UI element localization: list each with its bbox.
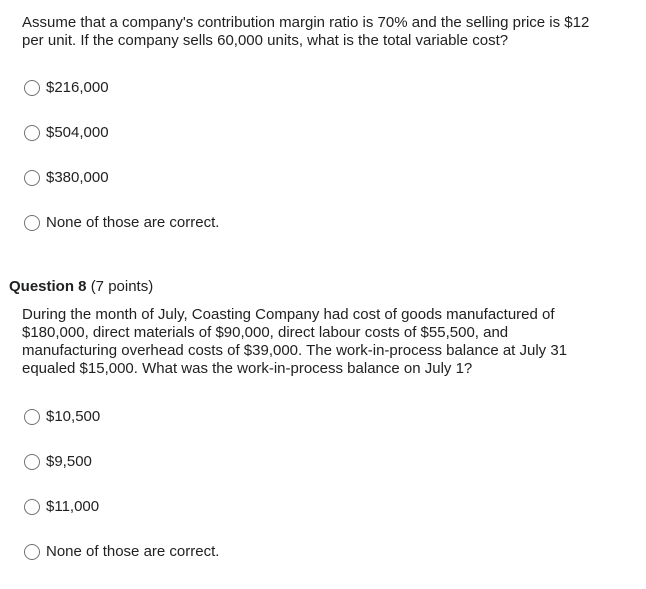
question-8-option-3[interactable] [24,497,99,517]
question-7-text: Assume that a company's contribution margin ratio is 70% and the selling price is $12 per unit. If the company sells 60,000 units, what is the total variable cost? [22,14,590,49]
radio-button-icon[interactable] [24,215,40,231]
question-8-title [9,278,153,296]
radio-button-icon[interactable] [24,125,40,141]
question-8-option-1[interactable] [24,407,100,427]
question-points: (7 points) [90,278,154,295]
question-number: Question 8 [9,278,87,295]
question-7-option-4[interactable] [24,213,219,233]
question-7-option-3[interactable] [24,168,109,188]
option-label: $380,000 [46,169,109,186]
option-label: $504,000 [46,124,109,141]
option-label: $11,000 [46,498,100,515]
option-label: None of those are correct. [46,543,220,560]
question-7-option-2[interactable] [24,123,109,143]
option-label: $9,500 [46,453,92,470]
question-8-option-2[interactable] [24,452,92,472]
radio-button-icon[interactable] [24,170,40,186]
question-8-option-4[interactable] [24,542,219,562]
radio-button-icon[interactable] [24,80,40,96]
radio-button-icon[interactable] [24,544,40,560]
radio-button-icon[interactable] [24,499,40,515]
question-7-option-1[interactable] [24,78,109,98]
option-label: $10,500 [46,408,101,425]
radio-button-icon[interactable] [24,454,40,470]
radio-button-icon[interactable] [24,409,40,425]
option-label: None of those are correct. [46,214,220,231]
question-8-text: During the month of July, Coasting Company had cost of goods manufactured of $180,000, direct materials of $90,000, direct labour costs of $55,500, and manufacturing overhead costs of $39,000. The work-in-process balance at July 31 equaled $15,000. What was the work-in-process balance on July 1? [22,306,568,377]
option-label: $216,000 [46,79,109,96]
